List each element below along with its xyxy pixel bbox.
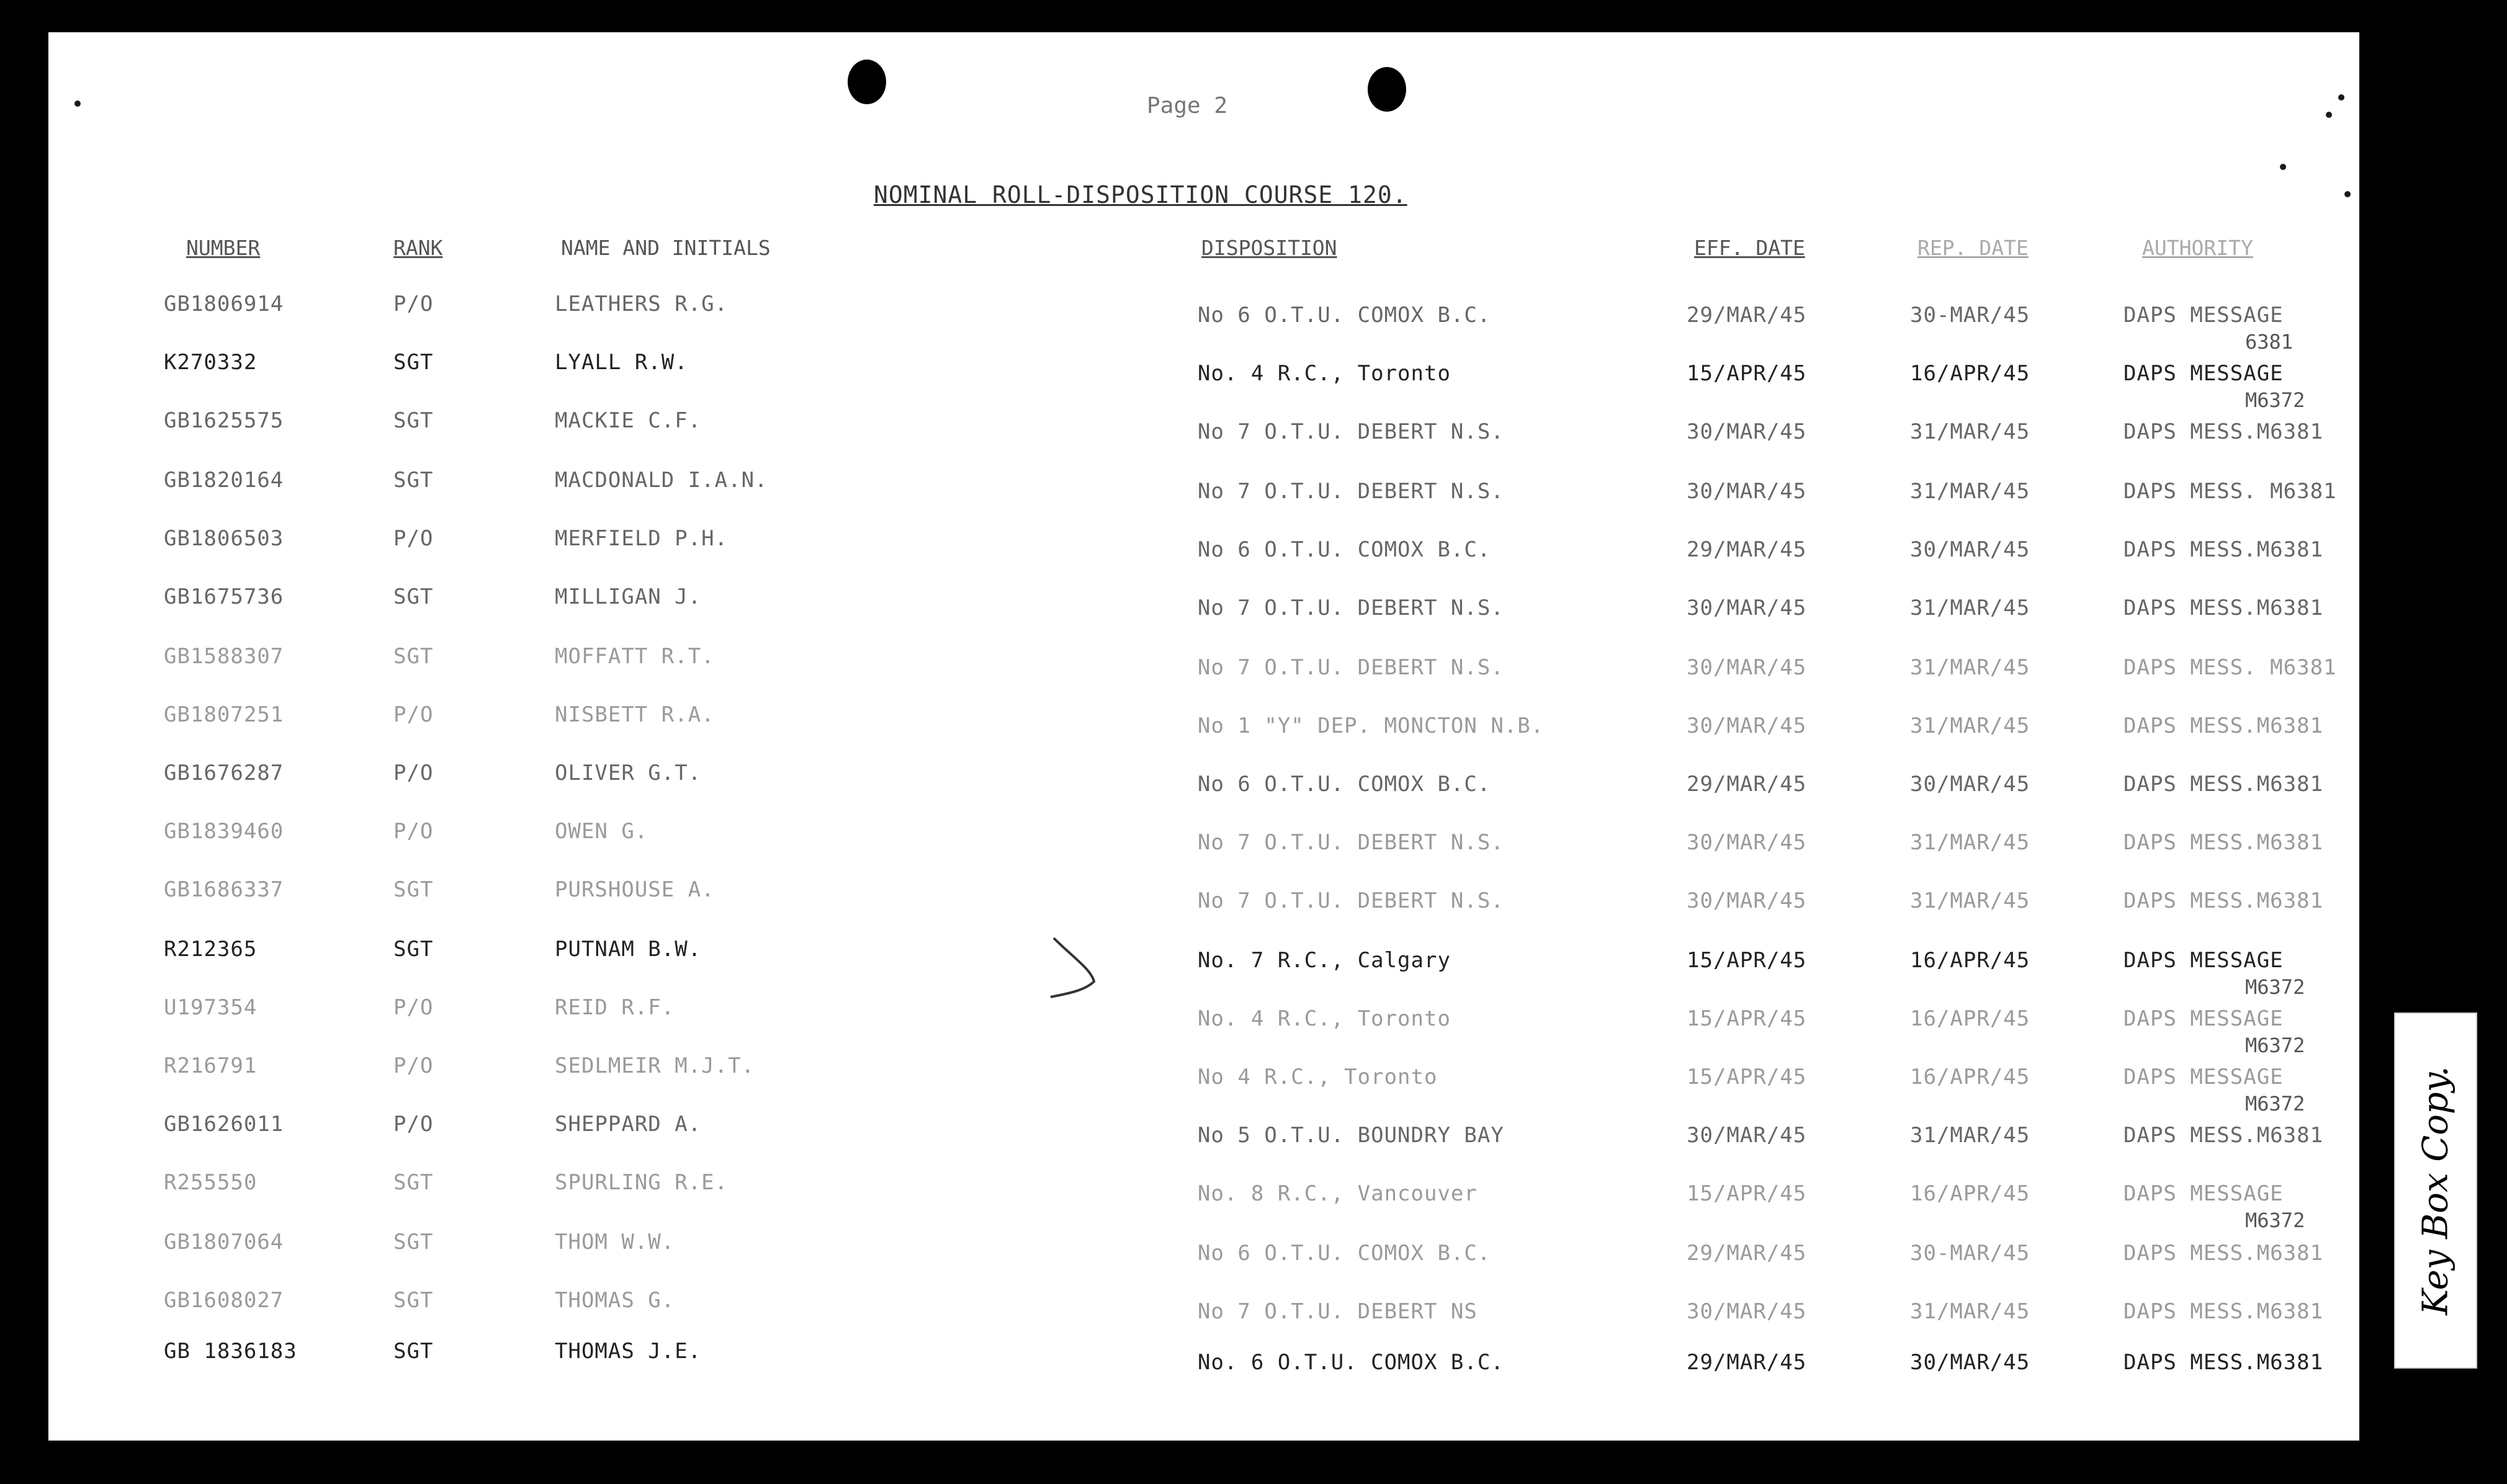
cell-rank: P/O xyxy=(393,292,434,316)
cell-rank: P/O xyxy=(393,1112,434,1137)
cell-rep-date: 31/MAR/45 xyxy=(1910,655,2030,680)
cell-authority-ref: 6381 xyxy=(2245,330,2294,354)
cell-rep-date: 31/MAR/45 xyxy=(1910,830,2030,855)
cell-rank: P/O xyxy=(393,819,434,844)
cell-number: GB1806914 xyxy=(164,292,284,316)
cell-rank: SGT xyxy=(393,584,434,609)
cell-authority: DAPS MESS.M6381 xyxy=(2124,888,2324,913)
cell-authority: DAPS MESSAGE xyxy=(2124,1065,2284,1089)
cell-eff-date: 30/MAR/45 xyxy=(1687,888,1807,913)
cell-rep-date: 30-MAR/45 xyxy=(1910,1241,2030,1266)
cell-rep-date: 16/APR/45 xyxy=(1910,1006,2030,1031)
cell-name: LEATHERS R.G. xyxy=(555,292,729,316)
cell-name: PURSHOUSE A. xyxy=(555,877,715,902)
cell-disposition: No 6 O.T.U. COMOX B.C. xyxy=(1198,772,1491,797)
cell-rank: P/O xyxy=(393,761,434,785)
document-page xyxy=(48,32,2359,1441)
cell-name: THOMAS G. xyxy=(555,1288,675,1313)
cell-eff-date: 15/APR/45 xyxy=(1687,1065,1807,1089)
speck xyxy=(2344,191,2351,197)
cell-rep-date: 30-MAR/45 xyxy=(1910,303,2030,328)
speck xyxy=(2280,164,2286,170)
speck xyxy=(2326,112,2332,118)
cell-name: MACDONALD I.A.N. xyxy=(555,468,768,493)
cell-rank: SGT xyxy=(393,877,434,902)
cell-rank: SGT xyxy=(393,350,434,375)
cell-disposition: No 5 O.T.U. BOUNDRY BAY xyxy=(1198,1123,1504,1148)
cell-rep-date: 30/MAR/45 xyxy=(1910,537,2030,562)
cell-authority: DAPS MESSAGE xyxy=(2124,1006,2284,1031)
cell-authority-ref: M6372 xyxy=(2245,1209,2305,1232)
cell-disposition: No 6 O.T.U. COMOX B.C. xyxy=(1198,303,1491,328)
margin-stamp xyxy=(2394,1012,2477,1369)
cell-rep-date: 31/MAR/45 xyxy=(1910,419,2030,444)
cell-authority: DAPS MESS.M6381 xyxy=(2124,1299,2324,1324)
cell-rep-date: 31/MAR/45 xyxy=(1910,713,2030,738)
cell-name: THOMAS J.E. xyxy=(555,1339,702,1364)
cell-number: GB1686337 xyxy=(164,877,284,902)
cell-eff-date: 29/MAR/45 xyxy=(1687,1350,1807,1375)
cell-disposition: No 7 O.T.U. DEBERT N.S. xyxy=(1198,596,1504,620)
cell-disposition: No 7 O.T.U. DEBERT N.S. xyxy=(1198,655,1504,680)
cell-disposition: No. 4 R.C., Toronto xyxy=(1198,361,1451,386)
cell-disposition: No 7 O.T.U. DEBERT N.S. xyxy=(1198,888,1504,913)
cell-name: SHEPPARD A. xyxy=(555,1112,702,1137)
cell-eff-date: 29/MAR/45 xyxy=(1687,303,1807,328)
cell-name: SEDLMEIR M.J.T. xyxy=(555,1053,755,1078)
cell-authority-ref: M6372 xyxy=(2245,1092,2305,1115)
cell-rep-date: 16/APR/45 xyxy=(1910,1181,2030,1206)
cell-eff-date: 30/MAR/45 xyxy=(1687,596,1807,620)
cell-eff-date: 30/MAR/45 xyxy=(1687,830,1807,855)
cell-number: GB1820164 xyxy=(164,468,284,493)
cell-rep-date: 31/MAR/45 xyxy=(1910,1299,2030,1324)
cell-name: THOM W.W. xyxy=(555,1230,675,1254)
cell-name: MILLIGAN J. xyxy=(555,584,702,609)
cell-rank: SGT xyxy=(393,1230,434,1254)
cell-authority: DAPS MESS. M6381 xyxy=(2124,479,2337,504)
cell-rank: P/O xyxy=(393,995,434,1020)
cell-disposition: No 6 O.T.U. COMOX B.C. xyxy=(1198,1241,1491,1266)
cell-disposition: No. 6 O.T.U. COMOX B.C. xyxy=(1198,1350,1504,1375)
cell-authority: DAPS MESSAGE xyxy=(2124,361,2284,386)
cell-name: MACKIE C.F. xyxy=(555,408,702,433)
cell-rank: P/O xyxy=(393,526,434,551)
cell-rank: P/O xyxy=(393,702,434,727)
cell-number: R255550 xyxy=(164,1170,258,1195)
cell-eff-date: 15/APR/45 xyxy=(1687,948,1807,973)
cell-number: GB1807251 xyxy=(164,702,284,727)
cell-number: R212365 xyxy=(164,937,258,962)
cell-number: GB1807064 xyxy=(164,1230,284,1254)
punch-hole xyxy=(848,60,886,104)
cell-number: GB1588307 xyxy=(164,644,284,669)
cell-name: MOFFATT R.T. xyxy=(555,644,715,669)
speck xyxy=(74,101,81,107)
cell-authority: DAPS MESSAGE xyxy=(2124,1181,2284,1206)
cell-disposition: No 7 O.T.U. DEBERT N.S. xyxy=(1198,830,1504,855)
col-header-disposition: DISPOSITION xyxy=(1201,236,1337,260)
cell-authority-ref: M6372 xyxy=(2245,1034,2305,1057)
cell-authority: DAPS MESS.M6381 xyxy=(2124,419,2324,444)
cell-rank: SGT xyxy=(393,408,434,433)
speck xyxy=(2338,94,2344,101)
cell-authority: DAPS MESS. M6381 xyxy=(2124,655,2337,680)
col-header-name: NAME AND INITIALS xyxy=(561,236,771,260)
stamp-text: Key Box Copy. xyxy=(2415,1066,2456,1315)
cell-number: GB1806503 xyxy=(164,526,284,551)
cell-rep-date: 30/MAR/45 xyxy=(1910,772,2030,797)
cell-authority: DAPS MESS.M6381 xyxy=(2124,1350,2324,1375)
cell-rank: SGT xyxy=(393,1170,434,1195)
cell-rep-date: 31/MAR/45 xyxy=(1910,596,2030,620)
cell-name: MERFIELD P.H. xyxy=(555,526,729,551)
cell-eff-date: 15/APR/45 xyxy=(1687,1181,1807,1206)
cell-authority: DAPS MESS.M6381 xyxy=(2124,596,2324,620)
cell-rank: SGT xyxy=(393,1288,434,1313)
cell-disposition: No. 7 R.C., Calgary xyxy=(1198,948,1451,973)
cell-number: GB1625575 xyxy=(164,408,284,433)
cell-rep-date: 16/APR/45 xyxy=(1910,1065,2030,1089)
cell-disposition: No 7 O.T.U. DEBERT NS xyxy=(1198,1299,1478,1324)
cell-authority: DAPS MESS.M6381 xyxy=(2124,1241,2324,1266)
cell-authority-ref: M6372 xyxy=(2245,388,2305,412)
cell-rep-date: 31/MAR/45 xyxy=(1910,1123,2030,1148)
cell-eff-date: 30/MAR/45 xyxy=(1687,1123,1807,1148)
cell-eff-date: 29/MAR/45 xyxy=(1687,772,1807,797)
cell-rank: SGT xyxy=(393,1339,434,1364)
col-header-authority: AUTHORITY xyxy=(2142,236,2253,260)
cell-authority-ref: M6372 xyxy=(2245,975,2305,999)
punch-hole xyxy=(1368,67,1406,112)
cell-rank: P/O xyxy=(393,1053,434,1078)
col-header-eff-date: EFF. DATE xyxy=(1694,236,1805,260)
cell-rank: SGT xyxy=(393,937,434,962)
cell-number: GB1608027 xyxy=(164,1288,284,1313)
cell-name: SPURLING R.E. xyxy=(555,1170,729,1195)
cell-eff-date: 15/APR/45 xyxy=(1687,1006,1807,1031)
cell-disposition: No 7 O.T.U. DEBERT N.S. xyxy=(1198,419,1504,444)
cell-authority: DAPS MESS.M6381 xyxy=(2124,772,2324,797)
cell-number: K270332 xyxy=(164,350,258,375)
cell-disposition: No. 8 R.C., Vancouver xyxy=(1198,1181,1478,1206)
cell-authority: DAPS MESSAGE xyxy=(2124,948,2284,973)
cell-disposition: No 6 O.T.U. COMOX B.C. xyxy=(1198,537,1491,562)
cell-disposition: No 1 "Y" DEP. MONCTON N.B. xyxy=(1198,713,1545,738)
cell-disposition: No 4 R.C., Toronto xyxy=(1198,1065,1438,1089)
cell-authority: DAPS MESSAGE xyxy=(2124,303,2284,328)
cell-disposition: No. 4 R.C., Toronto xyxy=(1198,1006,1451,1031)
cell-rank: SGT xyxy=(393,468,434,493)
cell-rep-date: 31/MAR/45 xyxy=(1910,479,2030,504)
cell-name: REID R.F. xyxy=(555,995,675,1020)
col-header-rep-date: REP. DATE xyxy=(1917,236,2029,260)
cell-name: OWEN G. xyxy=(555,819,648,844)
cell-eff-date: 30/MAR/45 xyxy=(1687,655,1807,680)
cell-number: GB1626011 xyxy=(164,1112,284,1137)
cell-number: GB1839460 xyxy=(164,819,284,844)
cell-eff-date: 29/MAR/45 xyxy=(1687,1241,1807,1266)
cell-eff-date: 29/MAR/45 xyxy=(1687,537,1807,562)
cell-disposition: No 7 O.T.U. DEBERT N.S. xyxy=(1198,479,1504,504)
page-number: Page 2 xyxy=(1147,93,1228,118)
cell-number: GB1676287 xyxy=(164,761,284,785)
cell-number: U197354 xyxy=(164,995,258,1020)
cell-eff-date: 30/MAR/45 xyxy=(1687,1299,1807,1324)
cell-number: GB 1836183 xyxy=(164,1339,297,1364)
cell-eff-date: 30/MAR/45 xyxy=(1687,713,1807,738)
cell-name: PUTNAM B.W. xyxy=(555,937,702,962)
cell-authority: DAPS MESS.M6381 xyxy=(2124,1123,2324,1148)
cell-authority: DAPS MESS.M6381 xyxy=(2124,713,2324,738)
cell-eff-date: 15/APR/45 xyxy=(1687,361,1807,386)
cell-rep-date: 31/MAR/45 xyxy=(1910,888,2030,913)
cell-rep-date: 30/MAR/45 xyxy=(1910,1350,2030,1375)
col-header-rank: RANK xyxy=(393,236,443,260)
cell-authority: DAPS MESS.M6381 xyxy=(2124,537,2324,562)
cell-number: R216791 xyxy=(164,1053,258,1078)
cell-rank: SGT xyxy=(393,644,434,669)
cell-name: LYALL R.W. xyxy=(555,350,688,375)
cell-name: NISBETT R.A. xyxy=(555,702,715,727)
col-header-number: NUMBER xyxy=(186,236,261,260)
cell-rep-date: 16/APR/45 xyxy=(1910,948,2030,973)
cell-name: OLIVER G.T. xyxy=(555,761,702,785)
cell-eff-date: 30/MAR/45 xyxy=(1687,479,1807,504)
cell-eff-date: 30/MAR/45 xyxy=(1687,419,1807,444)
cell-number: GB1675736 xyxy=(164,584,284,609)
document-title: NOMINAL ROLL-DISPOSITION COURSE 120. xyxy=(874,181,1407,208)
cell-authority: DAPS MESS.M6381 xyxy=(2124,830,2324,855)
pencil-tick-mark xyxy=(1047,932,1103,1000)
cell-rep-date: 16/APR/45 xyxy=(1910,361,2030,386)
